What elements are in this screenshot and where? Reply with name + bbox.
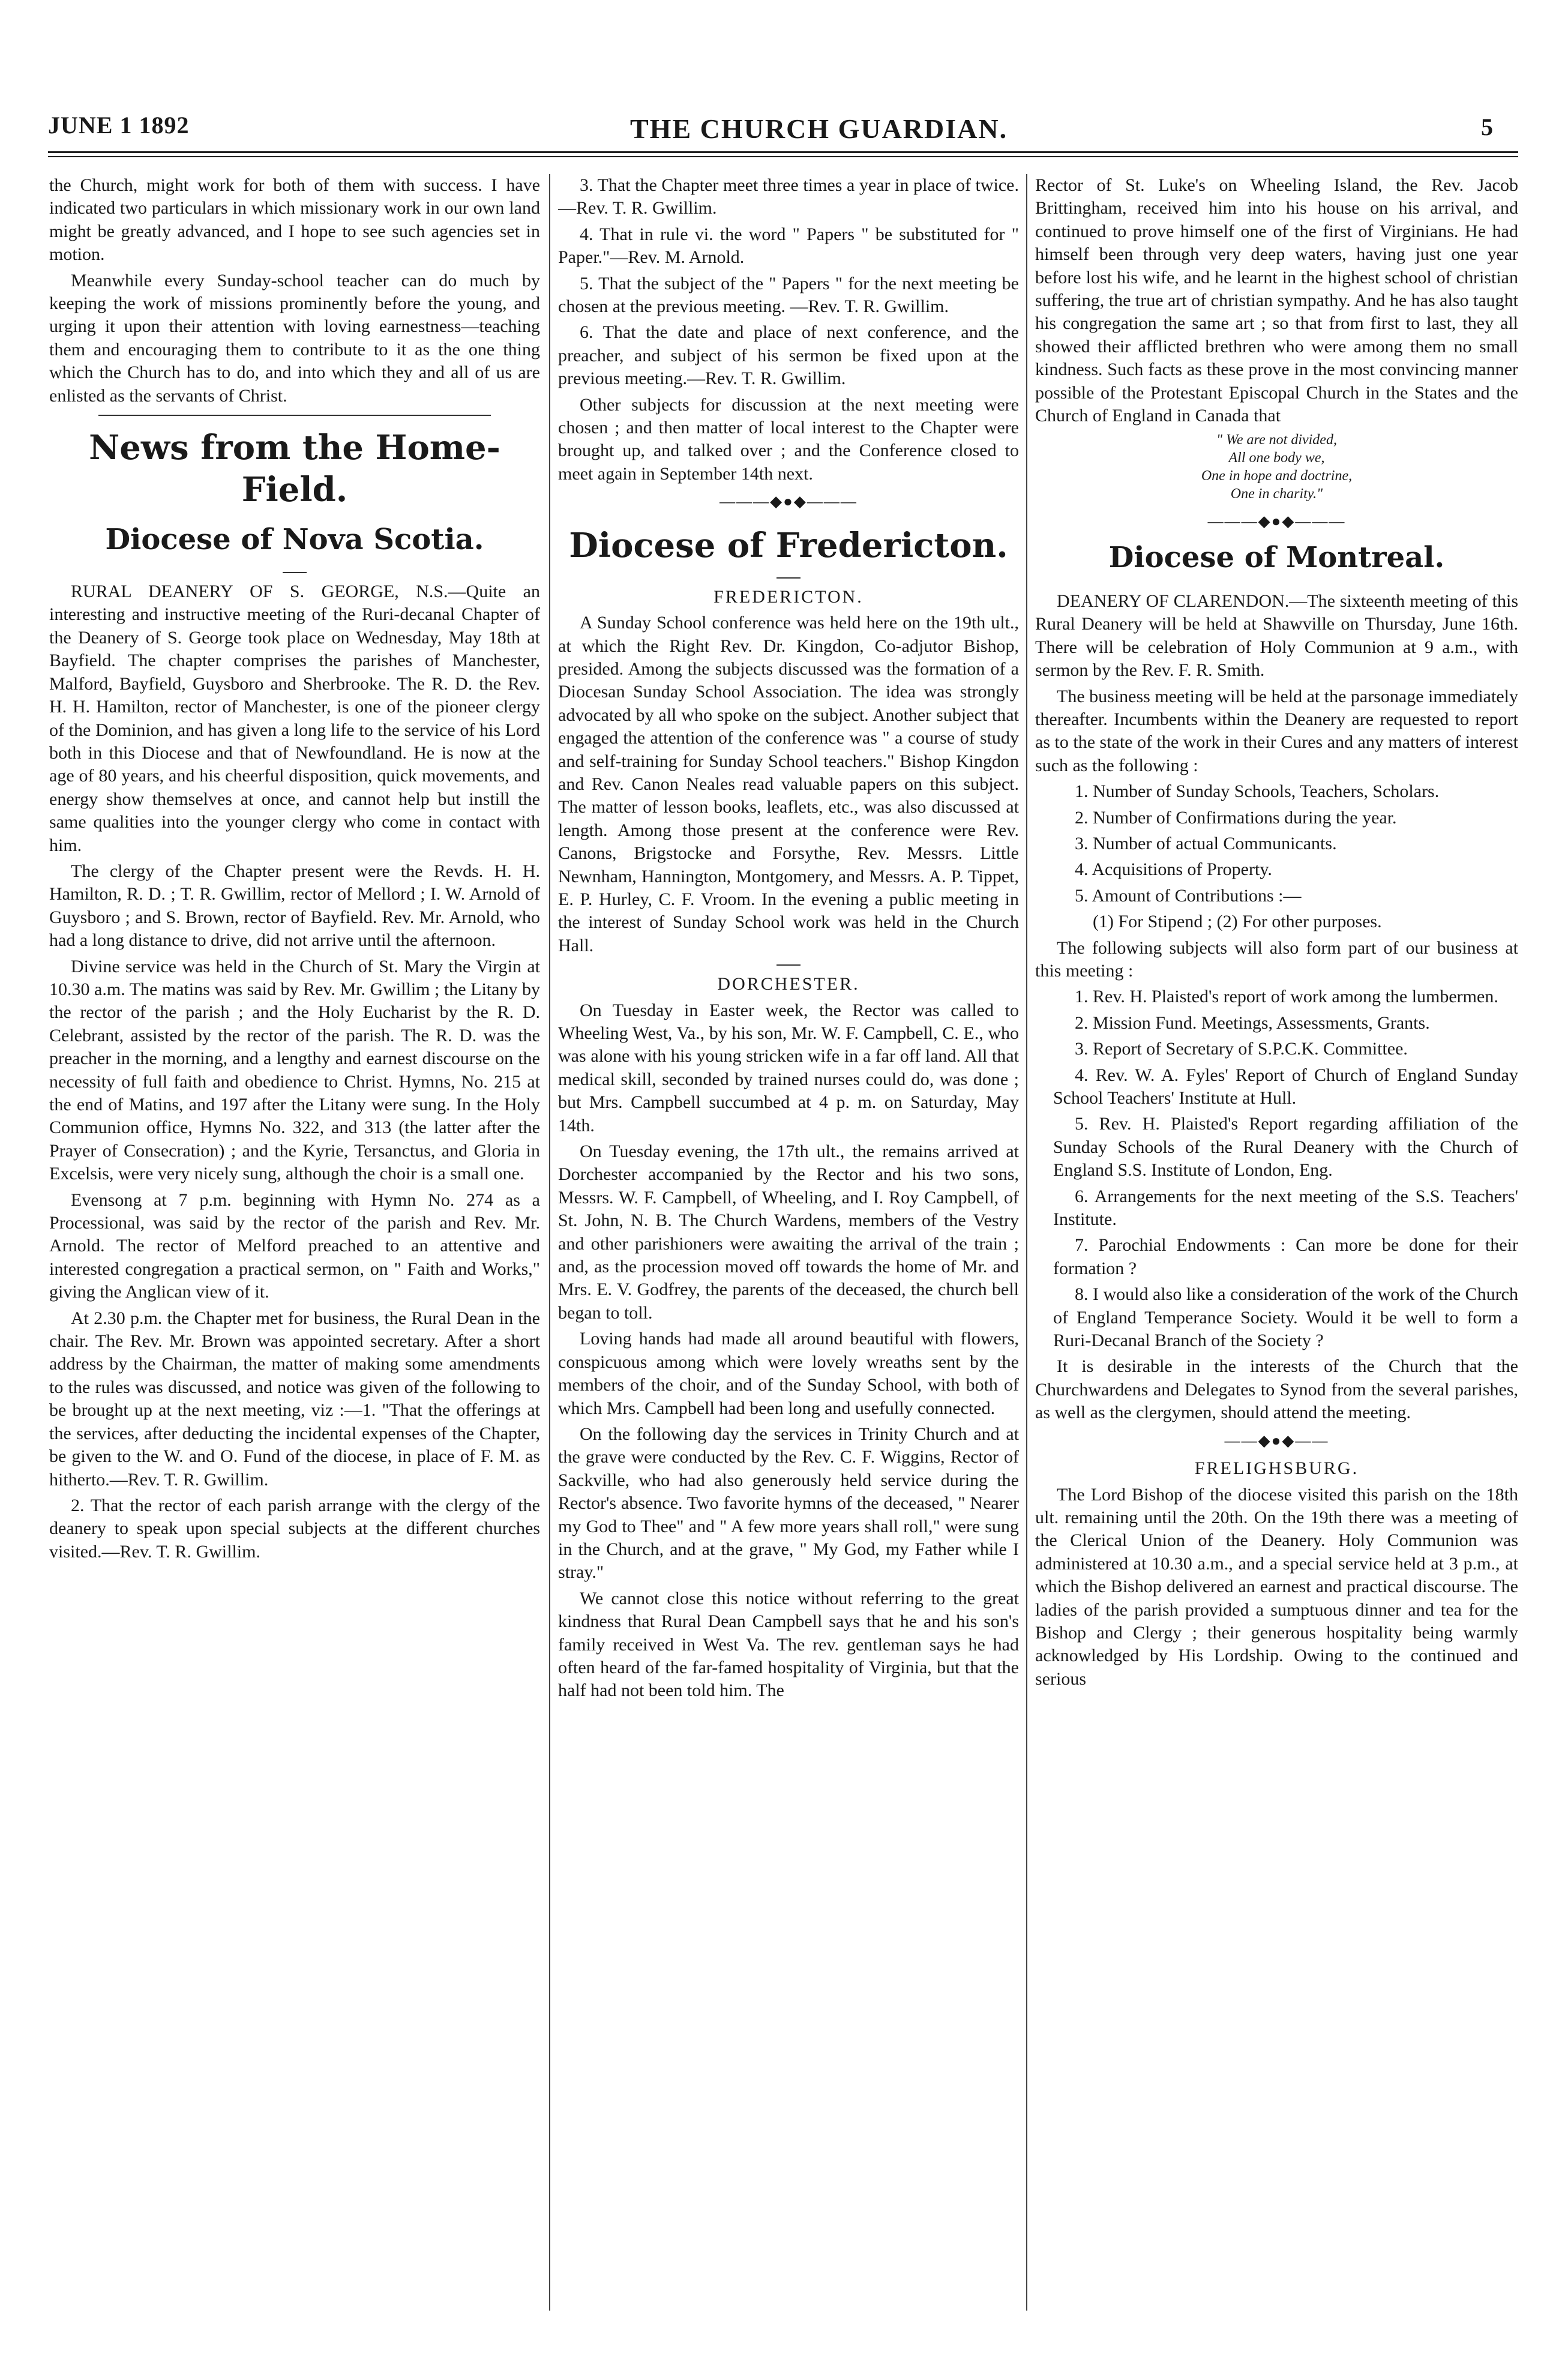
paragraph: We cannot close this notice without referring to the great kindness that Rural Dean Campbell says that he and his son's family received in West Va. The rev. gentleman says he had often heard of the far-famed hospitality of Virginia, but that the half had not been told him. The bbox=[558, 1588, 1019, 1701]
page-number: 5 bbox=[1481, 113, 1493, 140]
list-item: 7. Parochial Endowments : Can more be done for their formation ? bbox=[1053, 1235, 1518, 1278]
list-item: 5. Rev. H. Plaisted's Report regarding affiliation of the Sunday Schools of the Rural Deanery with the Church of England S.S. Institute of London, Eng. bbox=[1053, 1114, 1518, 1180]
list-item: 8. I would also like a consideration of the work of the Church of England Temperance Society. Would it be well to form a Ruri-Decanal Branch of the Society ? bbox=[1053, 1284, 1518, 1351]
paragraph: Evensong at 7 p.m. beginning with Hymn No. 274 as a Processional, was said by the rector of the parish and Rev. Mr. Arnold. The rector of Melford preached to an attentive and interested congregation a practical sermon, on " Faith and Works," giving the Anglican view of it. bbox=[49, 1190, 540, 1302]
issue-date: JUNE 1 1892 bbox=[48, 112, 190, 139]
column-2 bbox=[558, 174, 1019, 2323]
divider bbox=[283, 572, 307, 573]
section-heading: News from the Home-Field. bbox=[89, 428, 500, 510]
paragraph: 6. That the date and place of next conference, and the preacher, and subject of his sermon be fixed upon at the previous meeting.—Rev. T. R. Gwillim. bbox=[558, 322, 1019, 389]
paragraph: At 2.30 p.m. the Chapter met for business, the Rural Dean in the chair. The Rev. Mr. Brown was appointed secretary. After a short address by the Chairman, the matter of making some amendments to the rules was discussed, and notice was given of the following to be brought up at the next meeting, viz :—1. "That the offerings at the services, after deducting the incidental expenses of the Chapter, be given to the W. and O. Fund of the diocese, in place of F. M. as hitherto.—Rev. T. R. Gwillim. bbox=[49, 1308, 540, 1490]
list-item: 4. Rev. W. A. Fyles' Report of Church of England Sunday School Teachers' Institute at Hull. bbox=[1053, 1065, 1518, 1108]
verse-line: One in charity." bbox=[1230, 486, 1323, 502]
paragraph: The clergy of the Chapter present were the Revds. H. H. Hamilton, R. D. ; T. R. Gwillim, rector of Mellord ; I. W. Arnold of Guysboro ; and S. Brown, rector of Bayfield. Rev. Mr. Arnold, who had a long distance to drive, did not arrive until the afternoon. bbox=[49, 861, 540, 951]
paragraph: On the following day the services in Trinity Church and at the grave were conducted by the Rev. C. F. Wiggins, Rector of Sackville, who had also generously held service during the Rector's absence. Two favorite hymns of the deceased, " Nearer my God to Thee" and " A few more years shall roll," were sung in the Church, and at the grave, " My God, my Father while I stray." bbox=[558, 1424, 1019, 1583]
divider bbox=[776, 964, 801, 966]
paragraph: Loving hands had made all around beautiful with flowers, conspicuous among which were lovely wreaths sent by the members of the choir, and of the Sunday School, with both of which Mrs. Campbell had been long and usefully connected. bbox=[558, 1329, 1019, 1418]
list-item: 1. Number of Sunday Schools, Teachers, Scholars. bbox=[1075, 781, 1440, 802]
list-item: 4. Acquisitions of Property. bbox=[1075, 859, 1272, 880]
list-item: 6. Arrangements for the next meeting of the S.S. Teachers' Institute. bbox=[1053, 1186, 1518, 1230]
verse-line: " We are not divided, bbox=[1216, 432, 1337, 448]
list-item: 3. Number of actual Communicants. bbox=[1075, 833, 1337, 853]
newspaper-title: THE CHURCH GUARDIAN. bbox=[630, 113, 1008, 144]
paragraph: The following subjects will also form part of our business at this meeting : bbox=[1035, 937, 1518, 981]
paragraph: On Tuesday evening, the 17th ult., the remains arrived at Dorchester accompanied by the Rector and his two sons, Messrs. W. F. Campbell, of Wheeling, and I. Roy Campbell, of St. John, N. B. The Church Wardens, members of the Vestry and other parishioners were awaiting the arrival of the train ; and, as the procession moved off towards the home of Mr. and Mrs. E. V. Godfrey, the parents of the deceased, the church bell began to toll. bbox=[558, 1141, 1019, 1323]
column-3 bbox=[1035, 174, 1518, 2323]
verse-line: All one body we, bbox=[1228, 450, 1325, 466]
header-rule-top bbox=[48, 151, 1518, 153]
paragraph: Rector of St. Luke's on Wheeling Island, the Rev. Jacob Brittingham, received him into his house on his arrival, and continued to prove himself one of the first of Virginians. He had himself been through very deep waters, having just one year before lost his wife, and he learnt in the highest school of christian suffering, the true art of christian sympathy. And he has also taught his congregation the same art ; so that from first to last, they all showed their afflicted brethren who were among them no small kindness. Such facts as these prove in the most convincing manner possible of the Protestant Episcopal Church in the States and the Church of England in Canada that bbox=[1035, 175, 1518, 426]
diocese-heading: Diocese of Montreal. bbox=[1108, 540, 1445, 574]
paragraph: the Church, might work for both of them with success. I have indicated two particulars in which missionary work in our own land might be greatly advanced, and I hope to see such agencies set in motion. bbox=[49, 175, 540, 265]
subsection-heading: DORCHESTER. bbox=[717, 974, 860, 994]
ornament-divider: ———◆●◆——— bbox=[1207, 513, 1346, 531]
paragraph: 5. That the subject of the " Papers " for the next meeting be chosen at the previous meeting. —Rev. T. R. Gwillim. bbox=[558, 273, 1019, 317]
diocese-heading: Diocese of Nova Scotia. bbox=[105, 523, 484, 557]
paragraph: On Tuesday in Easter week, the Rector was called to Wheeling West, Va., by his son, Mr. W. F. Campbell, C. E., who was alone with his young stricken wife in a far off land. All that medical skill, seconded by trained nurses could do, was done ; but Mrs. Campbell succumbed at 4 p. m. on Saturday, May 14th. bbox=[558, 1000, 1019, 1135]
list-item: (1) For Stipend ; (2) For other purposes. bbox=[1093, 912, 1382, 932]
paragraph: 3. That the Chapter meet three times a year in place of twice.—Rev. T. R. Gwillim. bbox=[558, 175, 1019, 218]
list-item: 5. Amount of Contributions :— bbox=[1075, 885, 1302, 906]
diocese-heading: Diocese of Fredericton. bbox=[569, 525, 1008, 565]
list-item: 1. Rev. H. Plaisted's report of work among the lumbermen. bbox=[1075, 987, 1498, 1007]
subsection-heading: FRELIGHSBURG. bbox=[1194, 1458, 1359, 1479]
ornament-divider: ———◆●◆——— bbox=[719, 493, 858, 511]
paragraph: The business meeting will be held at the parsonage immediately thereafter. Incumbents within the Deanery are requested to report as to the state of the work in their Cures and any matters of interest such as the following : bbox=[1035, 686, 1518, 775]
header-rule-bottom bbox=[48, 156, 1518, 157]
paragraph: The Lord Bishop of the diocese visited this parish on the 18th ult. remaining until the 20th. On the 19th there was a meeting of the Clerical Union of the Deanery. Holy Communion was administered at 10.30 a.m., and a special service held at 3 p.m., at which the Bishop delivered an earnest and practical discourse. The ladies of the parish provided a sumptuous dinner and tea for the Bishop and Clergy ; their generous hospitality being warmly acknowledged by His Lordship. Owing to the continued and serious bbox=[1035, 1484, 1518, 1689]
paragraph: RURAL DEANERY OF S. GEORGE, N.S.—Quite an interesting and instructive meeting of the Ruri-decanal Chapter of the Deanery of S. George took place on Wednesday, May 18th at Bayfield. The chapter comprises the parishes of Manchester, Malford, Bayfield, Guysboro and Sherbrooke. The R. D. the Rev. H. H. Hamilton, rector of Manchester, is one of the pioneer clergy of the Dominion, and has given a long life to the service of his Lord both in this Diocese and that of Newfoundland. He is now at the age of 80 years, and his cheerful disposition, quick movements, and energy show themselves at once, and cannot help but instill the same qualities into the younger clergy who come in contact with him. bbox=[49, 582, 540, 855]
paragraph: Meanwhile every Sunday-school teacher can do much by keeping the work of missions prominently before the young, and urging it upon their attention with loving earnestness—teaching them and encouraging them to contribute to it as the one thing which the Church has to do, and into which they and all of us are enlisted as the servants of Christ. bbox=[49, 270, 540, 406]
list-item: 2. Mission Fund. Meetings, Assessments, Grants. bbox=[1075, 1012, 1430, 1033]
paragraph: Other subjects for discussion at the next meeting were chosen ; and then matter of local interest to the Chapter were brought up, and talked over ; and the Conference closed to meet again in September 14th next. bbox=[558, 394, 1019, 484]
verse-line: One in hope and doctrine, bbox=[1201, 468, 1353, 484]
column-1 bbox=[49, 174, 540, 2323]
column-divider-1 bbox=[549, 174, 550, 2311]
paragraph: DEANERY OF CLARENDON.—The sixteenth meeting of this Rural Deanery will be held at Shawville on Thursday, June 16th. There will be celebration of Holy Communion at 9 a.m., with sermon by the Rev. F. R. Smith. bbox=[1035, 591, 1518, 681]
list-item: 2. Number of Confirmations during the year. bbox=[1075, 807, 1397, 828]
ornament-divider: ——◆●◆—— bbox=[1224, 1431, 1329, 1449]
list-item: 3. Report of Secretary of S.P.C.K. Committee. bbox=[1075, 1039, 1408, 1059]
paragraph: 2. That the rector of each parish arrange with the clergy of the deanery to speak upon special subjects at the different churches visited.—Rev. T. R. Gwillim. bbox=[49, 1495, 540, 1562]
paragraph: 4. That in rule vi. the word " Papers " be substituted for " Paper."—Rev. M. Arnold. bbox=[558, 224, 1019, 268]
divider bbox=[776, 577, 801, 579]
paragraph: Divine service was held in the Church of St. Mary the Virgin at 10.30 a.m. The matins was said by Rev. Mr. Gwillim ; the Litany by the rector of the parish ; and the Holy Eucharist by the R. D. Celebrant, assisted by the rector of the parish. The R. D. was the preacher in the morning, and a lengthy and earnest discourse on the necessity of full faith and obedience to Christ. Hymns, No. 215 at the end of Matins, and 197 after the Litany were sung. In the Holy Communion office, Hymns No. 322, and 313 (the latter after the Prayer of Consecration) ; and the Kyrie, Tersanctus, and Gloria in Excelsis, were very nicely sung, although the choir is a small one. bbox=[49, 956, 540, 1184]
divider bbox=[98, 415, 491, 416]
column-divider-2 bbox=[1026, 174, 1027, 2311]
verse bbox=[1035, 431, 1518, 503]
paragraph: It is desirable in the interests of the Church that the Churchwardens and Delegates to Synod from the several parishes, as well as the clergymen, should attend the meeting. bbox=[1035, 1356, 1518, 1423]
subsection-heading: FREDERICTON. bbox=[713, 586, 864, 607]
paragraph: A Sunday School conference was held here on the 19th ult., at which the Right Rev. Dr. Kingdon, Co-adjutor Bishop, presided. Among the subjects discussed was the formation of a Diocesan Sunday School Association. The idea was strongly advocated by all who spoke on the subject. Another subject that engaged the attention of the conference was " a course of study and self-training for Sunday School teachers." Bishop Kingdon and Rev. Canon Neales read valuable papers on this subject. The matter of lesson books, leaflets, etc., was also discussed at length. Among those present at the conference were Rev. Canons, Brigstocke and Forsythe, Rev. Messrs. Little Newnham, Hannington, Montgomery, and Messrs. A. P. Tippet, E. P. Hurley, C. F. Vroom. In the evening a public meeting in the interest of Sunday School work was held in the Church Hall. bbox=[558, 613, 1019, 955]
